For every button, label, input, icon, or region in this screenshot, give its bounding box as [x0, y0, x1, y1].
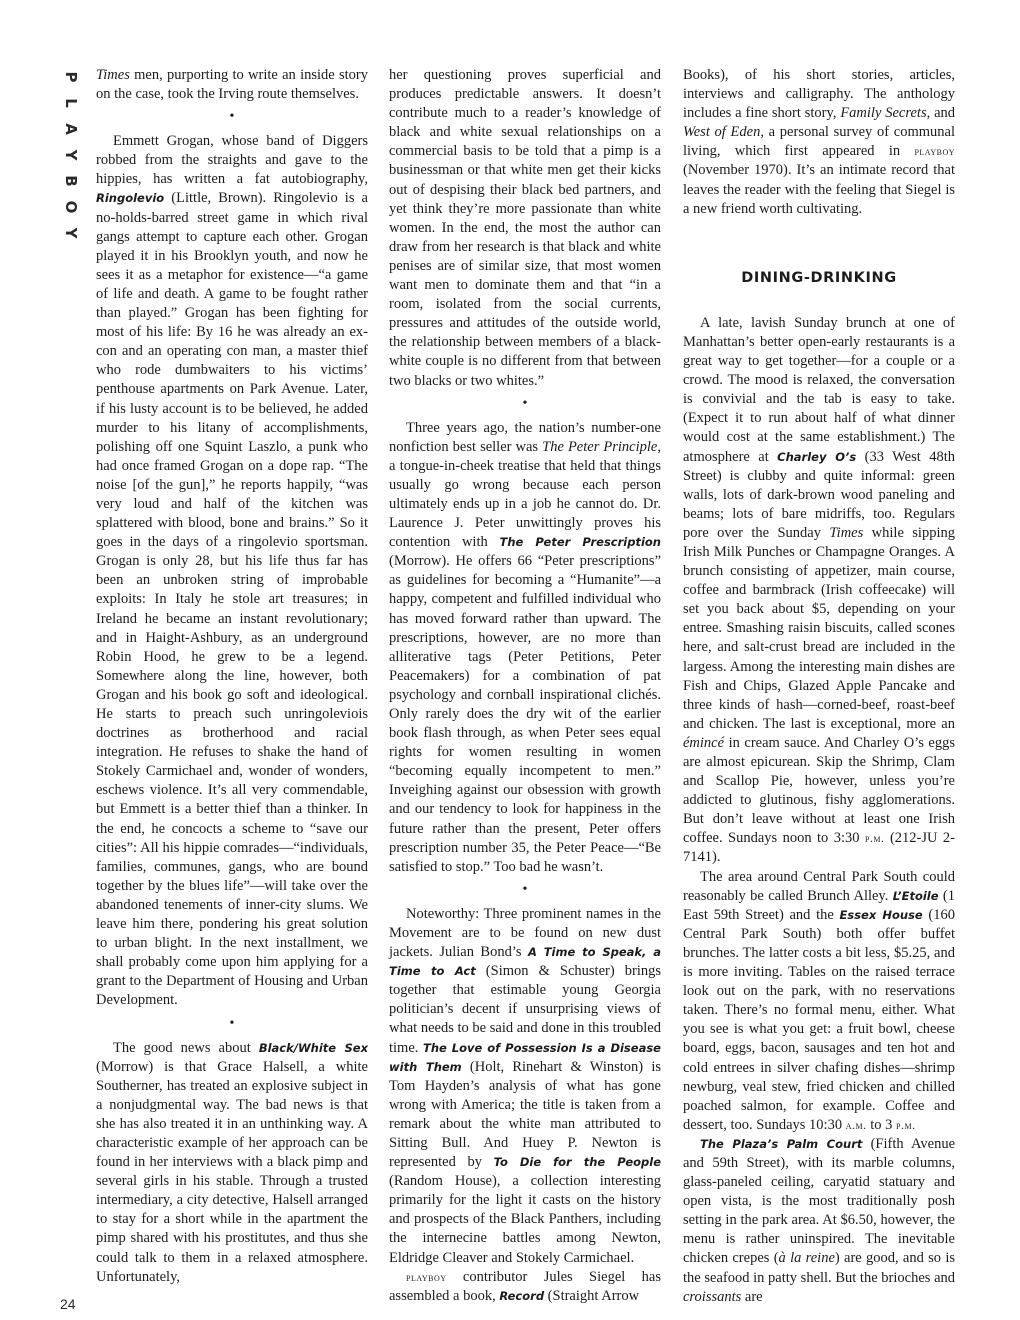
paragraph: Times men, purporting to write an inside story on the case, took the Irving route themselves.: [96, 67, 368, 103]
paragraph: her questioning proves superficial and produces predictable answers. It doesn’t contribute much to a reader’s knowledge of black and white sexual relationships on a commercial basis to be told that a pimp is a businessman or that white men get their kicks out of despising their black bed partners, and yet think they’re more passionate than white women. In the end, the most the author can draw from her research is that black and white penises are of similar size, that most women want men to dominate them and that “in a room, isolated from the social currents, pressures and attitudes of the outside world, the relationship between members of a black-white couple is no different from that between two blacks or two whites.”: [389, 67, 661, 389]
venue-name: L’Etoile: [892, 888, 939, 903]
book-title: Ringolevio: [96, 191, 165, 206]
paragraph: Emmett Grogan, whose band of Diggers robbed from the straights and gave to the hippies, has written a fat autobiography, Ringolevio (Little, Brown). Ringolevio is a no-holds-barred street game in which rival gangs attempt to capture each other. Grogan played it in his Brooklyn youth, and now he sees it as a metaphor for existence—“a game of life and death. A game to be fought rather than played.” Grogan has been fighting for most of his life: By 16 he was already an ex-con and an operating con man, a master thief who rode dumbwaiters to his victims’ penthouse apartments on Park Avenue. Later, if his lusty account is to be believed, he added murder to his litany of accomplishments, polishing off one Squint Laszlo, a punk who had once framed Grogan on a dope rap. “The noise [of the gun],” he reports happily, “was very loud and half of the kitchen was splattered with blood, bone and brains.” So it goes in the days of a ringolevio sportsman. Grogan is only 28, but his life thus far has been an unbroken string of improbable exploits: In Italy he stole art treasures; in Ireland he became an instant revolutionary; and in Haight-Ashbury, as an underground Robin Hood, he grew to be a legend. Somewhere along the line, however, both Grogan and his book go soft and ideological. He starts to preach such unringoleviois doctrines as brotherhood and racial integration. He refuses to shake the hand of Stokely Carmichael and, wonder of wonders, eschews violence. It’s all very commendable, but Emmett is a better thief than a thinker. In the end, he concocts a scheme to “save our cities”: All his hippie comrades—“individuals, families, communes, gangs, who are bound together by the blues life”—will take over the abandoned tenements of inner-city slums. We leave him there, pondering his great solution to urban blight. In the next installment, we shall probably come upon him applying for a grant to the Department of Housing and Urban Development.: [96, 133, 368, 1009]
section-heading: DINING-DRINKING: [741, 269, 897, 286]
paragraph: The area around Central Park South could reasonably be called Brunch Alley. L’Etoile (1 East 59th Street) and the Essex House (160 Central Park South) both offer buffet brunches. The latter costs a bit less, $5.25, and is more inviting. Tables on the raised terrace look out on the park, with no reservations taken. There’s no formal menu, either. What you see is what you get: a fruit bowl, cheese board, eggs, bacon, sausages and ten hot and cold entrees in silver chafing dishes—shrimp newburg, veal stew, fried chicken and chilled poached salmon, for example. Coffee and dessert, too. Sundays 10:30 a.m. to 3 p.m.: [683, 868, 955, 1133]
section-bullet: •: [229, 109, 235, 125]
column-2: [389, 66, 661, 1306]
page-number: 24: [60, 1296, 76, 1312]
venue-name: Essex House: [839, 907, 923, 922]
paragraph: Three years ago, the nation’s number-one nonfiction best seller was The Peter Principle, a tongue-in-cheek treatise that held that things usually go wrong because each person ultimately ends up in a job he cannot do. Dr. Laurence J. Peter unwittingly proves his contention with The Peter Prescription (Morrow). He offers 66 “Peter prescriptions” as guidelines for becoming a “Humanite”—a happy, competent and fulfilled individual who has moved forward rather than upward. The prescriptions, however, are no more than alliterative tags (Peter Petitions, Peter Peacemakers) for a combination of pat psychology and cornball inspirational clichés. Only rarely does the dry wit of the earlier book flash through, as when Peter sees equal rights for women resulting in women “becoming equally incompetent to men.” Inveighing against our obsession with growth and our tendency to look for happiness in the future rather than the present, Peter offers prescription number 35, the Peter Peace—“Be satisfied to stop.” Too bad he wasn’t.: [389, 419, 661, 875]
side-label-letter: L: [62, 98, 80, 108]
column-3: [683, 66, 955, 1307]
side-label-letter: A: [62, 123, 80, 135]
book-title: The Love of Possession Is a Disease with Them: [389, 1040, 661, 1074]
paragraph: Books), of his short stories, articles, interviews and calligraphy. The anthology includes a fine short story, Family Secrets, and West of Eden, a personal survey of communal living, which first appeared in playboy (November 1970). It’s an intimate record that leaves the reader with the feeling that Siegel is a new friend worth cultivating.: [683, 67, 956, 217]
paragraph: The Plaza’s Palm Court (Fifth Avenue and 59th Street), with its marble columns, glass-paneled ceiling, caryatid statuary and open vista, is the most traditionally posh setting in the park area. At $6.50, however, the menu is rather uninspired. The inevitable chicken crepes (à la reine) are good, and so is the seafood in patty shell. But the brioches and croissants are: [683, 1135, 956, 1305]
section-bullet: •: [522, 881, 528, 897]
book-title: The Peter Prescription: [499, 535, 661, 550]
side-label-letter: B: [62, 175, 80, 187]
side-label-letter: O: [62, 200, 80, 214]
book-title: A Time to Speak, a Time to Act: [389, 945, 661, 979]
side-label-letter: Y: [62, 149, 80, 161]
paragraph: playboy contributor Jules Siegel has assembled a book, Record (Straight Arrow: [389, 1268, 661, 1304]
paragraph: A late, lavish Sunday brunch at one of Manhattan’s better open-early restaurants is a great way to get together—for a couple or a crowd. The mood is relaxed, the conversation is convivial and the tab is easy to take. (Expect it to run about half of what dinner would cost at the same establishment.) The atmosphere at Charley O’s (33 West 48th Street) is clubby and quite informal: green walls, lots of dark-brown wood paneling and beams; lots of bare midriffs, too. Regulars pore over the Sunday Times while sipping Irish Milk Punches or Champagne Oranges. A brunch consisting of appetizer, main course, coffee and barmbrack (Irish coffeecake) will set you back about $5, depending on your entree. Smashing raisin biscuits, called scones here, and salt-crust bread are included in the largess. Among the interesting main dishes are Fish and Chips, Glazed Apple Pancake and three kinds of hash—corned-beef, roast-beef and chicken. The last is exceptional, more an émincé in cream sauce. And Charley O’s eggs are almost epicurean. Skip the Shrimp, Clam and Scallop Pie, however, unless you’re addicted to glutinous, fishy agglomerations. But don’t leave without at least one Irish coffee. Sundays noon to 3:30 p.m. (212-JU 2-7141).: [683, 314, 956, 866]
venue-name: The Plaza’s Palm Court: [700, 1136, 863, 1151]
column-1: [96, 66, 368, 1287]
book-title: Record: [499, 1288, 545, 1303]
section-bullet: •: [522, 395, 528, 411]
book-title: The Peter Principle: [542, 438, 658, 455]
paragraph: The good news about Black/White Sex (Morrow) is that Grace Halsell, a white Southerner, has treated an explosive subject in a nonjudgmental way. The bad news is that she has also treated it in an unthinking way. A characteristic example of her approach can be found in her interviews with a black pimp and several girls in his stable. Through a trusted intermediary, a city detective, Halsell arranged to stay for a short while in the apartment the pimp shared with his prostitutes, and thus she could talk to them in a relaxed atmosphere. Unfortunately,: [96, 1039, 368, 1285]
story-title: West of Eden: [683, 124, 761, 141]
section-bullet: •: [229, 1015, 235, 1031]
magazine-side-label: [60, 64, 82, 246]
book-title: Black/White Sex: [258, 1040, 368, 1055]
venue-name: Charley O’s: [777, 449, 857, 464]
side-label-letter: P: [62, 71, 80, 83]
book-title: To Die for the People: [493, 1155, 661, 1170]
story-title: Family Secrets: [840, 105, 927, 122]
side-label-letter: Y: [62, 227, 80, 239]
paragraph: Noteworthy: Three prominent names in the Movement are to be found on new dust jackets. Julian Bond’s A Time to Speak, a Time to Act (Simon & Schuster) brings together that estimable young Georgia politician’s decent if unsurprising views of what needs to be said and done in this troubled time. The Love of Possession Is a Disease with Them (Holt, Rinehart & Winston) is Tom Hayden’s analysis of what has gone wrong with America; the title is taken from a remark about the white man attributed to Sitting Bull. And Huey P. Newton is represented by To Die for the People (Random House), a collection interesting primarily for the light it casts on the history and prospects of the Black Panthers, including the internecine battles among Newton, Eldridge Cleaver and Stokely Carmichael.: [389, 905, 661, 1266]
